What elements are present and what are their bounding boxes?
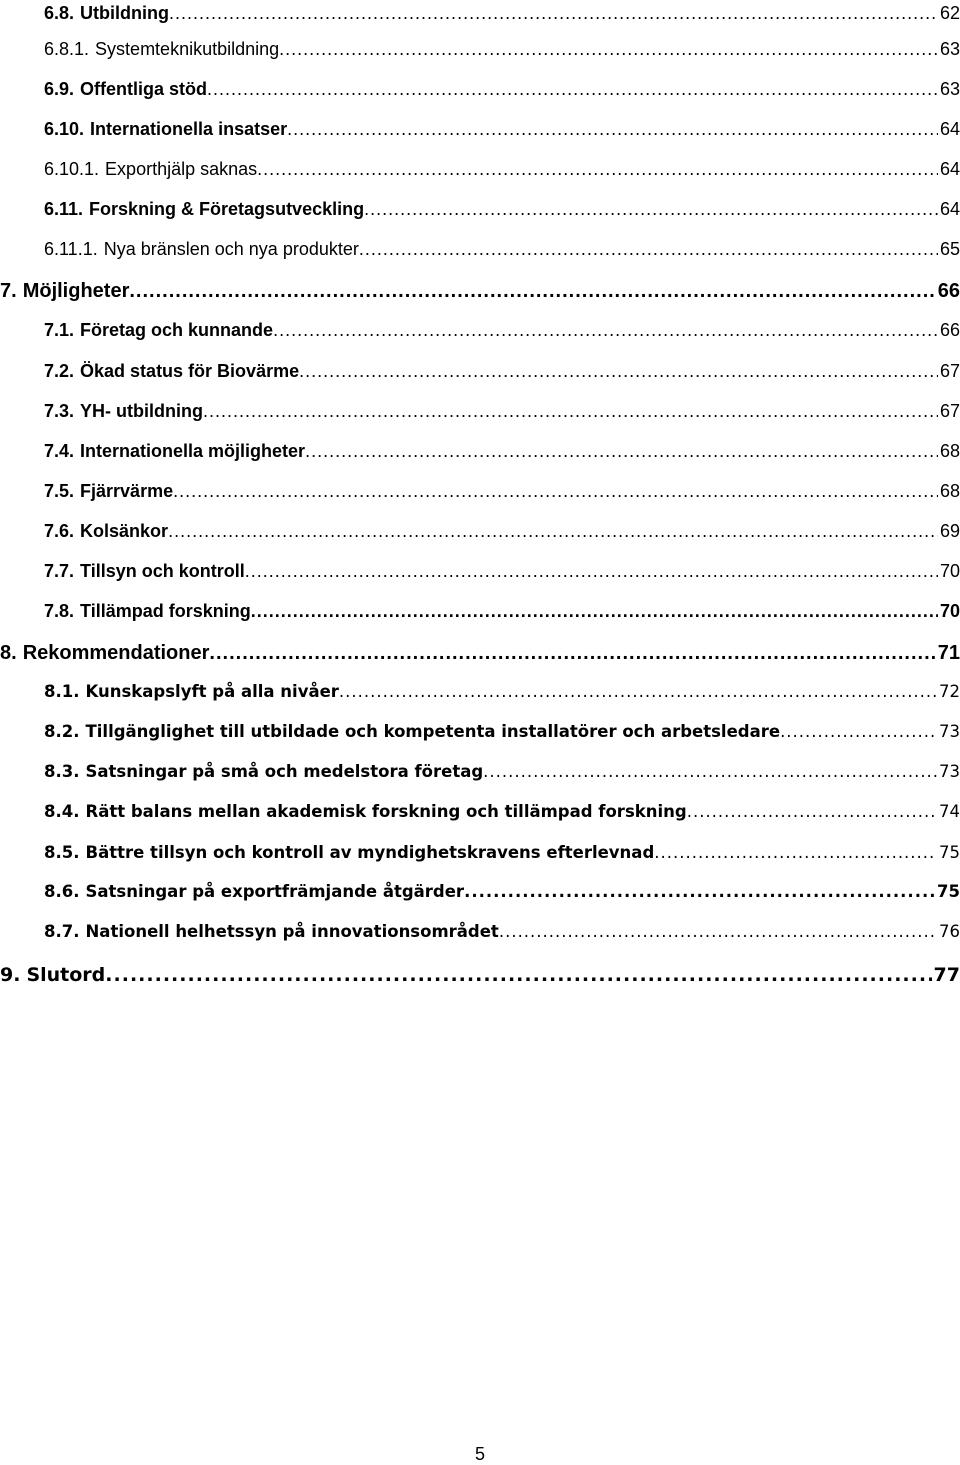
toc-entry-number: 7.4. bbox=[44, 441, 75, 461]
toc-entry-page: 66 bbox=[937, 280, 960, 302]
toc-entry-title: Exporthjälp saknas bbox=[105, 159, 258, 179]
toc-entry-number: 7.5. bbox=[44, 481, 75, 501]
dot-leader bbox=[287, 116, 938, 142]
toc-entry[interactable] bbox=[0, 438, 960, 464]
toc-entry[interactable] bbox=[0, 518, 960, 544]
toc-entry-page: 68 bbox=[939, 481, 960, 501]
toc-entry-title: Systemteknikutbildning bbox=[95, 39, 280, 59]
toc-entry-title: Bättre tillsyn och kontroll av myndighetskravens efterlevnad bbox=[85, 843, 655, 862]
toc-entry-number: 7.6. bbox=[44, 521, 75, 541]
toc-entry-page: 65 bbox=[939, 239, 960, 259]
toc-entry-number: 8.4. bbox=[44, 802, 80, 821]
toc-entry-page: 70 bbox=[939, 601, 960, 621]
toc-entry[interactable] bbox=[0, 840, 960, 866]
toc-entry-title: Satsningar på små och medelstora företag bbox=[85, 762, 484, 781]
dot-leader bbox=[483, 759, 937, 785]
toc-entry-number: 8.5. bbox=[44, 843, 80, 862]
dot-leader bbox=[173, 478, 938, 504]
toc-entry[interactable] bbox=[0, 76, 960, 102]
toc-entry[interactable] bbox=[0, 679, 960, 705]
toc-entry[interactable] bbox=[0, 236, 960, 262]
toc-entry-number: 6.8.1. bbox=[44, 39, 90, 59]
toc-entry-number: 7.3. bbox=[44, 401, 75, 421]
dot-leader bbox=[207, 76, 938, 102]
dot-leader bbox=[105, 962, 931, 988]
toc-entry-title: Offentliga stöd bbox=[80, 79, 208, 99]
toc-entry[interactable] bbox=[0, 196, 960, 222]
toc-entry[interactable] bbox=[0, 919, 960, 945]
toc-entry-title: YH- utbildning bbox=[80, 401, 203, 421]
dot-leader bbox=[339, 679, 937, 705]
toc-entry-title: Nationell helhetssyn på innovationsområdet bbox=[85, 922, 499, 941]
toc-entry-number: 7.1. bbox=[44, 320, 75, 340]
toc-entry[interactable] bbox=[0, 962, 960, 988]
toc-entry-page: 77 bbox=[933, 964, 960, 986]
toc-entry-title: Kunskapslyft på alla nivåer bbox=[85, 682, 339, 701]
toc-entry[interactable] bbox=[0, 116, 960, 142]
toc-entry-title: Tillgänglighet till utbildade och kompetenta installatörer och arbetsledare bbox=[85, 722, 781, 741]
toc-entry-title: Rätt balans mellan akademisk forskning och tillämpad forskning bbox=[85, 802, 687, 821]
toc-entry-number: 6.10.1. bbox=[44, 159, 100, 179]
toc-entry-title: Internationella möjligheter bbox=[80, 441, 306, 461]
dot-leader bbox=[364, 196, 938, 222]
toc-entry-page: 72 bbox=[939, 682, 960, 701]
toc-entry-page: 67 bbox=[939, 401, 960, 421]
toc-entry-number: 6.11. bbox=[44, 199, 84, 219]
toc-entry-number: 8. bbox=[0, 642, 17, 664]
dot-leader bbox=[299, 358, 938, 384]
toc-entry-title: Satsningar på exportfrämjande åtgärder bbox=[85, 882, 465, 901]
toc-entry[interactable] bbox=[0, 478, 960, 504]
dot-leader bbox=[499, 919, 937, 945]
toc-entry-page: 74 bbox=[939, 802, 960, 821]
toc-entry-number: 6.10. bbox=[44, 119, 85, 139]
dot-leader bbox=[464, 879, 935, 905]
toc-entry-number: 7.7. bbox=[44, 561, 75, 581]
dot-leader bbox=[169, 0, 938, 26]
toc-entry-page: 64 bbox=[939, 159, 960, 179]
dot-leader bbox=[245, 558, 938, 584]
dot-leader bbox=[687, 799, 937, 825]
toc-entry-title: Utbildning bbox=[80, 3, 170, 23]
toc-entry-page: 64 bbox=[939, 199, 960, 219]
toc-entry-page: 76 bbox=[939, 922, 960, 941]
toc-entry[interactable] bbox=[0, 317, 960, 343]
toc-entry-page: 63 bbox=[939, 39, 960, 59]
toc-entry-title: Företag och kunnande bbox=[80, 320, 274, 340]
toc-entry-page: 71 bbox=[937, 642, 960, 664]
dot-leader bbox=[209, 640, 935, 666]
toc-entry-page: 62 bbox=[939, 3, 960, 23]
toc-entry-page: 63 bbox=[939, 79, 960, 99]
page-number: 5 bbox=[474, 1444, 485, 1464]
toc-entry-page: 70 bbox=[939, 561, 960, 581]
toc-entry[interactable] bbox=[0, 759, 960, 785]
dot-leader bbox=[168, 518, 938, 544]
dot-leader bbox=[654, 840, 937, 866]
toc-entry-number: 6.9. bbox=[44, 79, 75, 99]
toc-entry-title: Ökad status för Biovärme bbox=[80, 361, 300, 381]
dot-leader bbox=[780, 719, 937, 745]
toc-entry-title: Rekommendationer bbox=[22, 642, 210, 664]
toc-entry-number: 7.2. bbox=[44, 361, 75, 381]
toc-entry[interactable] bbox=[0, 36, 960, 62]
toc-entry[interactable] bbox=[0, 799, 960, 825]
toc-entry-page: 67 bbox=[939, 361, 960, 381]
toc-entry[interactable] bbox=[0, 278, 960, 304]
toc-entry-number: 8.6. bbox=[44, 882, 80, 901]
toc-entry-title: Tillsyn och kontroll bbox=[80, 561, 245, 581]
toc-entry[interactable] bbox=[0, 0, 960, 26]
dot-leader bbox=[129, 278, 935, 304]
toc-entry-page: 75 bbox=[937, 882, 960, 901]
toc-entry[interactable] bbox=[0, 598, 960, 624]
toc-entry-number: 7.8. bbox=[44, 601, 75, 621]
toc-entry-title: Tillämpad forskning bbox=[80, 601, 251, 621]
toc-entry[interactable] bbox=[0, 719, 960, 745]
toc-entry-number: 8.7. bbox=[44, 922, 80, 941]
toc-entry-page: 73 bbox=[939, 762, 960, 781]
toc-entry[interactable] bbox=[0, 879, 960, 905]
dot-leader bbox=[279, 36, 938, 62]
toc-entry-page: 69 bbox=[939, 521, 960, 541]
toc-entry-number: 7. bbox=[0, 280, 17, 302]
toc-entry-page: 66 bbox=[939, 320, 960, 340]
toc-entry[interactable] bbox=[0, 156, 960, 182]
dot-leader bbox=[359, 236, 938, 262]
toc-entry-title: Kolsänkor bbox=[80, 521, 169, 541]
toc-entry-title: Fjärrvärme bbox=[80, 481, 174, 501]
toc-entry-number: 8.2. bbox=[44, 722, 80, 741]
toc-entry-number: 6.11.1. bbox=[44, 239, 98, 259]
toc-entry[interactable] bbox=[0, 358, 960, 384]
dot-leader bbox=[273, 317, 938, 343]
toc-entry-page: 73 bbox=[939, 722, 960, 741]
dot-leader bbox=[203, 398, 938, 424]
toc-entry-number: 6.8. bbox=[44, 3, 75, 23]
dot-leader bbox=[305, 438, 938, 464]
toc-entry-page: 68 bbox=[939, 441, 960, 461]
toc-entry-title: Internationella insatser bbox=[90, 119, 288, 139]
toc-entry-page: 64 bbox=[939, 119, 960, 139]
dot-leader bbox=[251, 598, 938, 624]
dot-leader bbox=[257, 156, 938, 182]
toc-entry-number: 9. bbox=[0, 964, 21, 986]
toc-entry-title: Slutord bbox=[26, 964, 106, 986]
toc-entry-title: Forskning & Företagsutveckling bbox=[89, 199, 365, 219]
toc-entry-title: Nya bränslen och nya produkter bbox=[103, 239, 359, 259]
toc-entry[interactable] bbox=[0, 640, 960, 666]
toc-entry-title: Möjligheter bbox=[22, 280, 130, 302]
toc-entry[interactable] bbox=[0, 398, 960, 424]
toc-entry-number: 8.1. bbox=[44, 682, 80, 701]
toc-entry-number: 8.3. bbox=[44, 762, 80, 781]
toc-entry-page: 75 bbox=[939, 843, 960, 862]
toc-entry[interactable] bbox=[0, 558, 960, 584]
